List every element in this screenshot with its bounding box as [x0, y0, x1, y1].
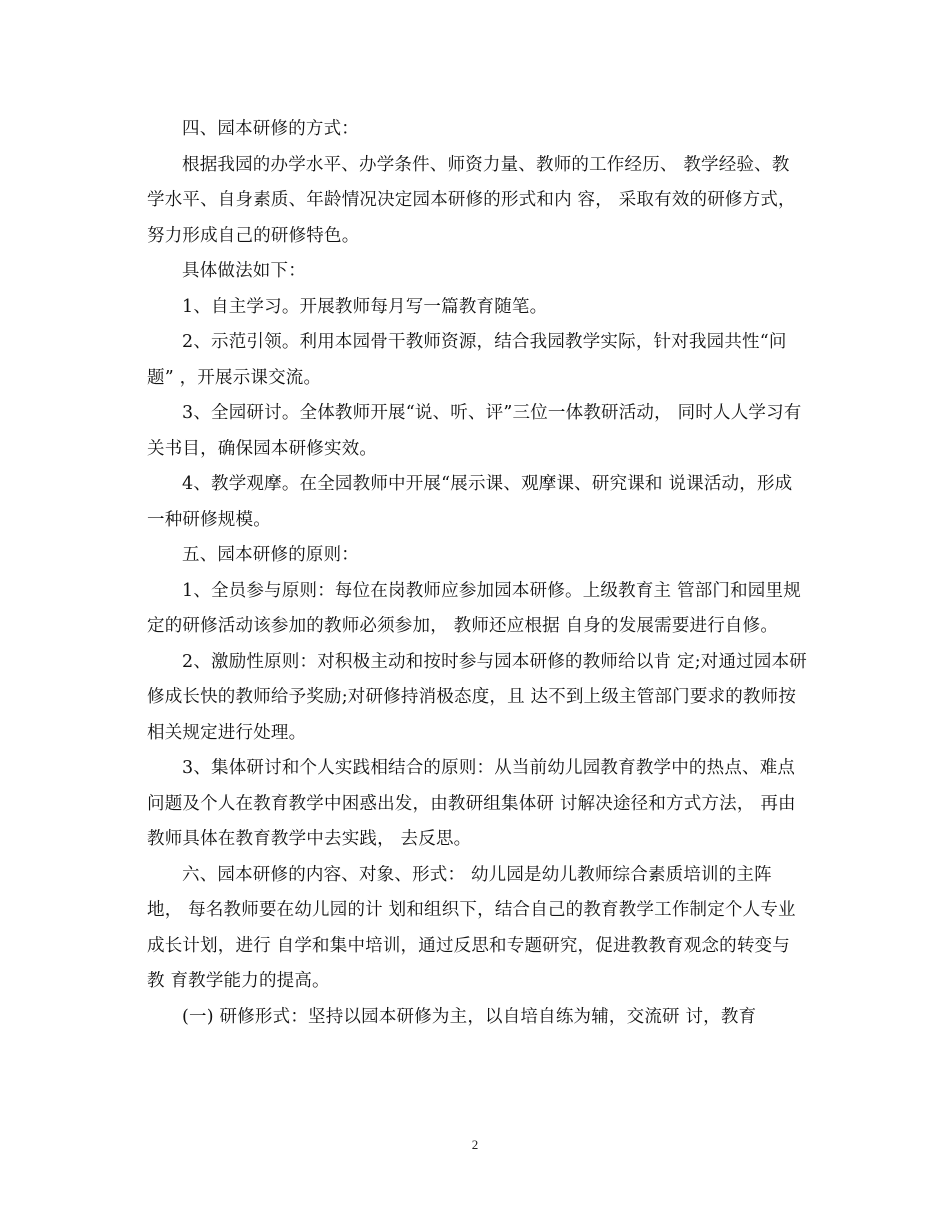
paragraph: (一) 研修形式：坚持以园本研修为主，以自培自练为辅，交流研 讨，教育 [182, 1006, 757, 1027]
section-heading: 五、园本研修的原则： [182, 545, 359, 565]
list-item: 1、自主学习。开展教师每月写一篇教育随笔。 [182, 296, 548, 317]
list-item: 3、集体研讨和个人实践相结合的原则：从当前幼儿园教育教学中的热点、难点问题及个人在教育教学中困惑出发，由教研组集体研 讨解决途径和方式方法， 再由教师具体在教育教学中去实践， 去反思。 [147, 758, 796, 849]
list-item: 3、全园研讨。全体教师开展“说、听、评”三位一体教研活动， 同时人人学习有关书目，确保园本研修实效。 [147, 403, 802, 459]
list-item: 2、示范引领。利用本园骨干教师资源，结合我园教学实际，针对我园共性“问题” ，开展示课交流。 [147, 332, 787, 388]
document-body [147, 112, 807, 1035]
paragraph: 根据我园的办学水平、办学条件、师资力量、教师的工作经历、 教学经验、教学水平、自身素质、年龄情况决定园本研修的形式和内 容， 采取有效的研修方式， 努力形成自己的研修特色。 [147, 154, 796, 246]
paragraph: 具体做法如下： [182, 261, 306, 281]
list-item: 2、激励性原则：对积极主动和按时参与园本研修的教师给以肯 定;对通过园本研修成长快的教师给予奖励;对研修持消极态度，且 达不到上级主管部门要求的教师按相关规定进行处理。 [147, 651, 807, 743]
paragraph: 六、园本研修的内容、对象、形式： 幼儿园是幼儿教师综合素质培训的主阵地， 每名教师要在幼儿园的计 划和组织下，结合自己的教育教学工作制定个人专业成长计划，进行 自学和集中培训，通过反思和专题研究，促进教教育观念的转变与教 育教学能力的提高。 [147, 864, 796, 991]
list-item: 4、教学观摩。在全园教师中开展“展示课、观摩课、研究课和 说课活动，形成一种研修规模。 [147, 474, 793, 530]
section-heading: 四、园本研修的方式： [182, 119, 359, 139]
page-number: 2 [471, 1137, 479, 1152]
list-item: 1、全员参与原则：每位在岗教师应参加园本研修。上级教育主 管部门和园里规定的研修活动该参加的教师必须参加， 教师还应根据 自身的发展需要进行自修。 [147, 580, 801, 636]
